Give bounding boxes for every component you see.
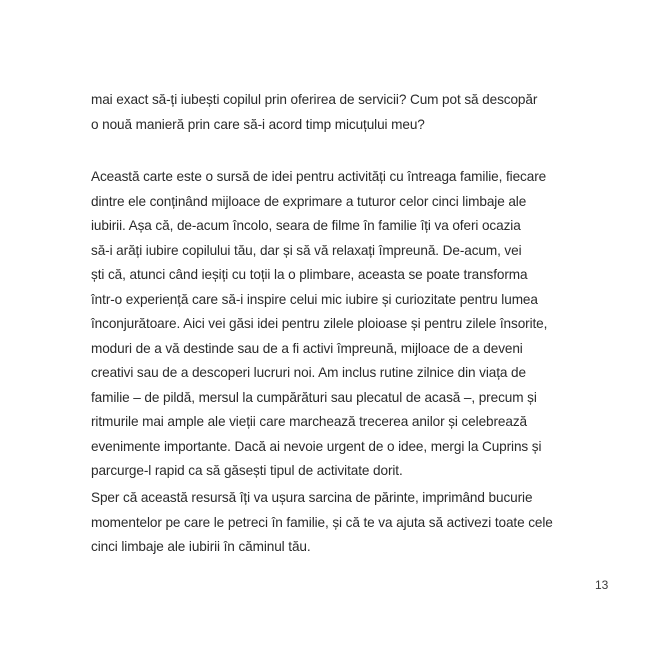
page-number: 13 xyxy=(595,578,609,592)
paragraph-closing xyxy=(91,486,581,560)
text-line: o nouă manieră prin care să-i acord timp micuțului meu? xyxy=(91,116,425,132)
text-line: parcurge-l rapid ca să găsești tipul de activitate dorit. xyxy=(91,463,403,478)
text-line: ști că, atunci când ieșiți cu toții la o plimbare, aceasta se poate transforma xyxy=(91,267,528,282)
paragraph-continuation xyxy=(91,88,581,137)
text-line: mai exact să-ți iubești copilul prin oferirea de servicii? Cum pot să descopăr xyxy=(91,92,538,107)
text-line: înconjurătoare. Aici vei găsi idei pentru zilele ploioase și pentru zilele însorite, xyxy=(91,316,548,331)
text-line: dintre ele conținând mijloace de exprimare a tuturor celor cinci limbaje ale xyxy=(91,193,527,209)
text-line: să-i arăți iubire copilului tău, dar și să vă relaxați împreună. De-acum, vei xyxy=(91,242,522,258)
paragraph-body xyxy=(91,165,581,484)
text-line: momentelor pe care le petreci în familie, și că te va ajuta să activezi toate cele xyxy=(91,514,553,530)
text-line: Această carte este o sursă de idei pentru activități cu întreaga familie, fiecare xyxy=(91,169,547,184)
text-line: evenimente importante. Dacă ai nevoie urgent de o idee, mergi la Cuprins și xyxy=(91,438,542,454)
text-line: Sper că această resursă îți va ușura sarcina de părinte, imprimând bucurie xyxy=(91,490,533,505)
text-line: iubirii. Așa că, de-acum încolo, seara de filme în familie îți va oferi ocazia xyxy=(91,218,521,233)
text-line: moduri de a vă destinde sau de a fi activi împreună, mijloace de a deveni xyxy=(91,340,523,356)
text-line: într-o experiență care să-i inspire celui mic iubire și curiozitate pentru lumea xyxy=(91,291,538,307)
text-line: cinci limbaje ale iubirii în căminul tău. xyxy=(91,539,311,554)
text-line: creativi sau de a descoperi lucruri noi. Am inclus rutine zilnice din viața de xyxy=(91,365,526,380)
text-line: ritmurile mai ample ale vieții care marchează trecerea anilor și celebrează xyxy=(91,414,527,429)
text-line: familie – de pildă, mersul la cumpărături sau plecatul de acasă –, precum și xyxy=(91,389,537,405)
